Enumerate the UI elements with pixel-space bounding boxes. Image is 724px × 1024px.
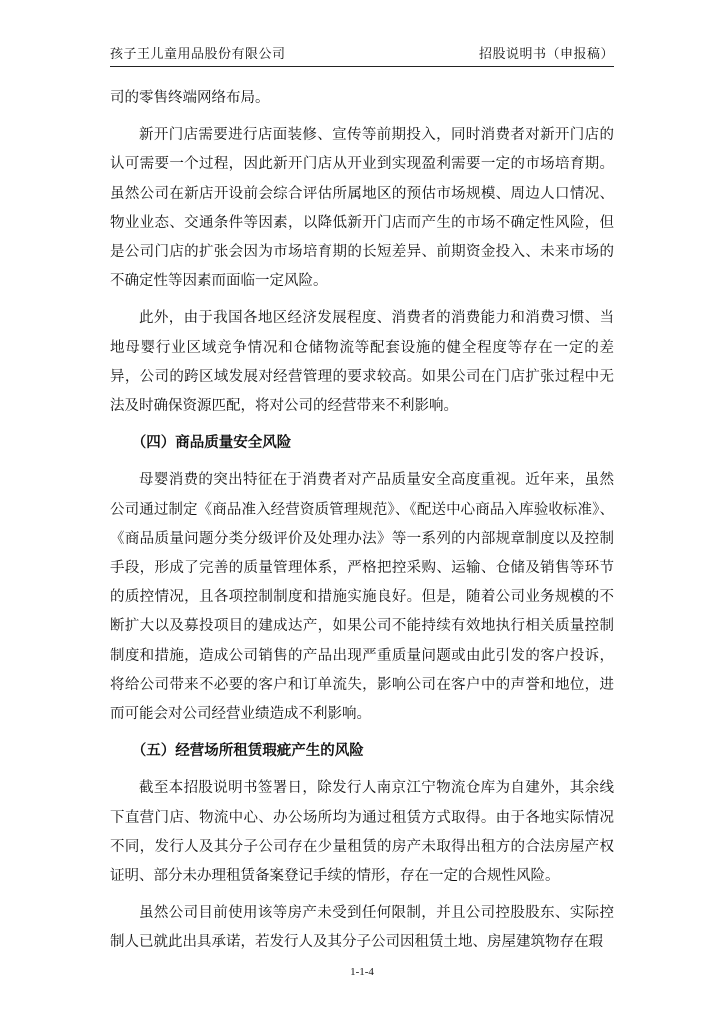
paragraph-lease-risk: 截至本招股说明书签署日，除发行人南京江宁物流仓库为自建外，其余线下直营门店、物流中心、办公场所均为通过租赁方式取得。由于各地实际情况不同，发行人及其分子公司存在少量租赁的房产未取得出租方的合法房屋产权证明、部分未办理租赁备案登记手续的情形，存在一定的合规性风险。 [110,780,614,885]
page-header [110,40,614,62]
header-document-title: 招股说明书（申报稿） [478,47,614,62]
paragraph-regional-risk: 此外，由于我国各地区经济发展程度、消费者的消费能力和消费习惯、当地母婴行业区域竞争情况和仓储物流等配套设施的健全程度等存在一定的差异，公司的跨区域发展对经营管理的要求较高。如果公司在门店扩张过程中无法及时确保资源匹配，将对公司的经营带来不利影响。 [110,310,614,415]
header-company-name: 孩子王儿童用品股份有限公司 [110,47,286,62]
paragraph-lease-commitment: 虽然公司目前使用该等房产未受到任何限制，并且公司控股股东、实际控制人已就此出具承诺，若发行人及其分子公司因租赁土地、房屋建筑物存在瑕 [110,905,614,951]
page-number: 1-1-4 [350,966,374,978]
paragraph-continued: 司的零售终端网络布局。 [110,90,270,106]
header-divider [110,66,614,67]
section-heading-lease-risk: （五）经营场所租赁瑕疵产生的风险 [131,743,364,760]
paragraph-quality-risk: 母婴消费的突出特征在于消费者对产品质量安全高度重视。近年来，虽然公司通过制定《商品准入经营资质管理规范》、《配送中心商品入库验收标准》、《商品质量问题分类分级评价及处理办法》等一系列的内部规章制度以及控制手段，形成了完善的质量管理体系，严格把控采购、运输、仓储及销售等环节的质控情况，且各项控制制度和措施实施良好。但是，随着公司业务规模的不断扩大以及募投项目的建成达产，如果公司不能持续有效地执行相关质量控制制度和措施，造成公司销售的产品出现严重质量问题或由此引发的客户投诉，将给公司带来不必要的客户和订单流失，影响公司在客户中的声誉和地位，进而可能会对公司经营业绩造成不利影响。 [110,472,614,723]
section-heading-quality-risk: （四）商品质量安全风险 [131,435,292,452]
document-body [110,84,614,966]
paragraph-new-store-risk: 新开门店需要进行店面装修、宣传等前期投入，同时消费者对新开门店的认可需要一个过程，因此新开门店从开业到实现盈利需要一定的市场培育期。虽然公司在新店开设前会综合评估所属地区的预估市场规模、周边人口情况、物业业态、交通条件等因素，以降低新开门店而产生的市场不确定性风险，但是公司门店的扩张会因为市场培育期的长短差异、前期资金投入、未来市场的不确定性等因素而面临一定风险。 [110,127,614,290]
